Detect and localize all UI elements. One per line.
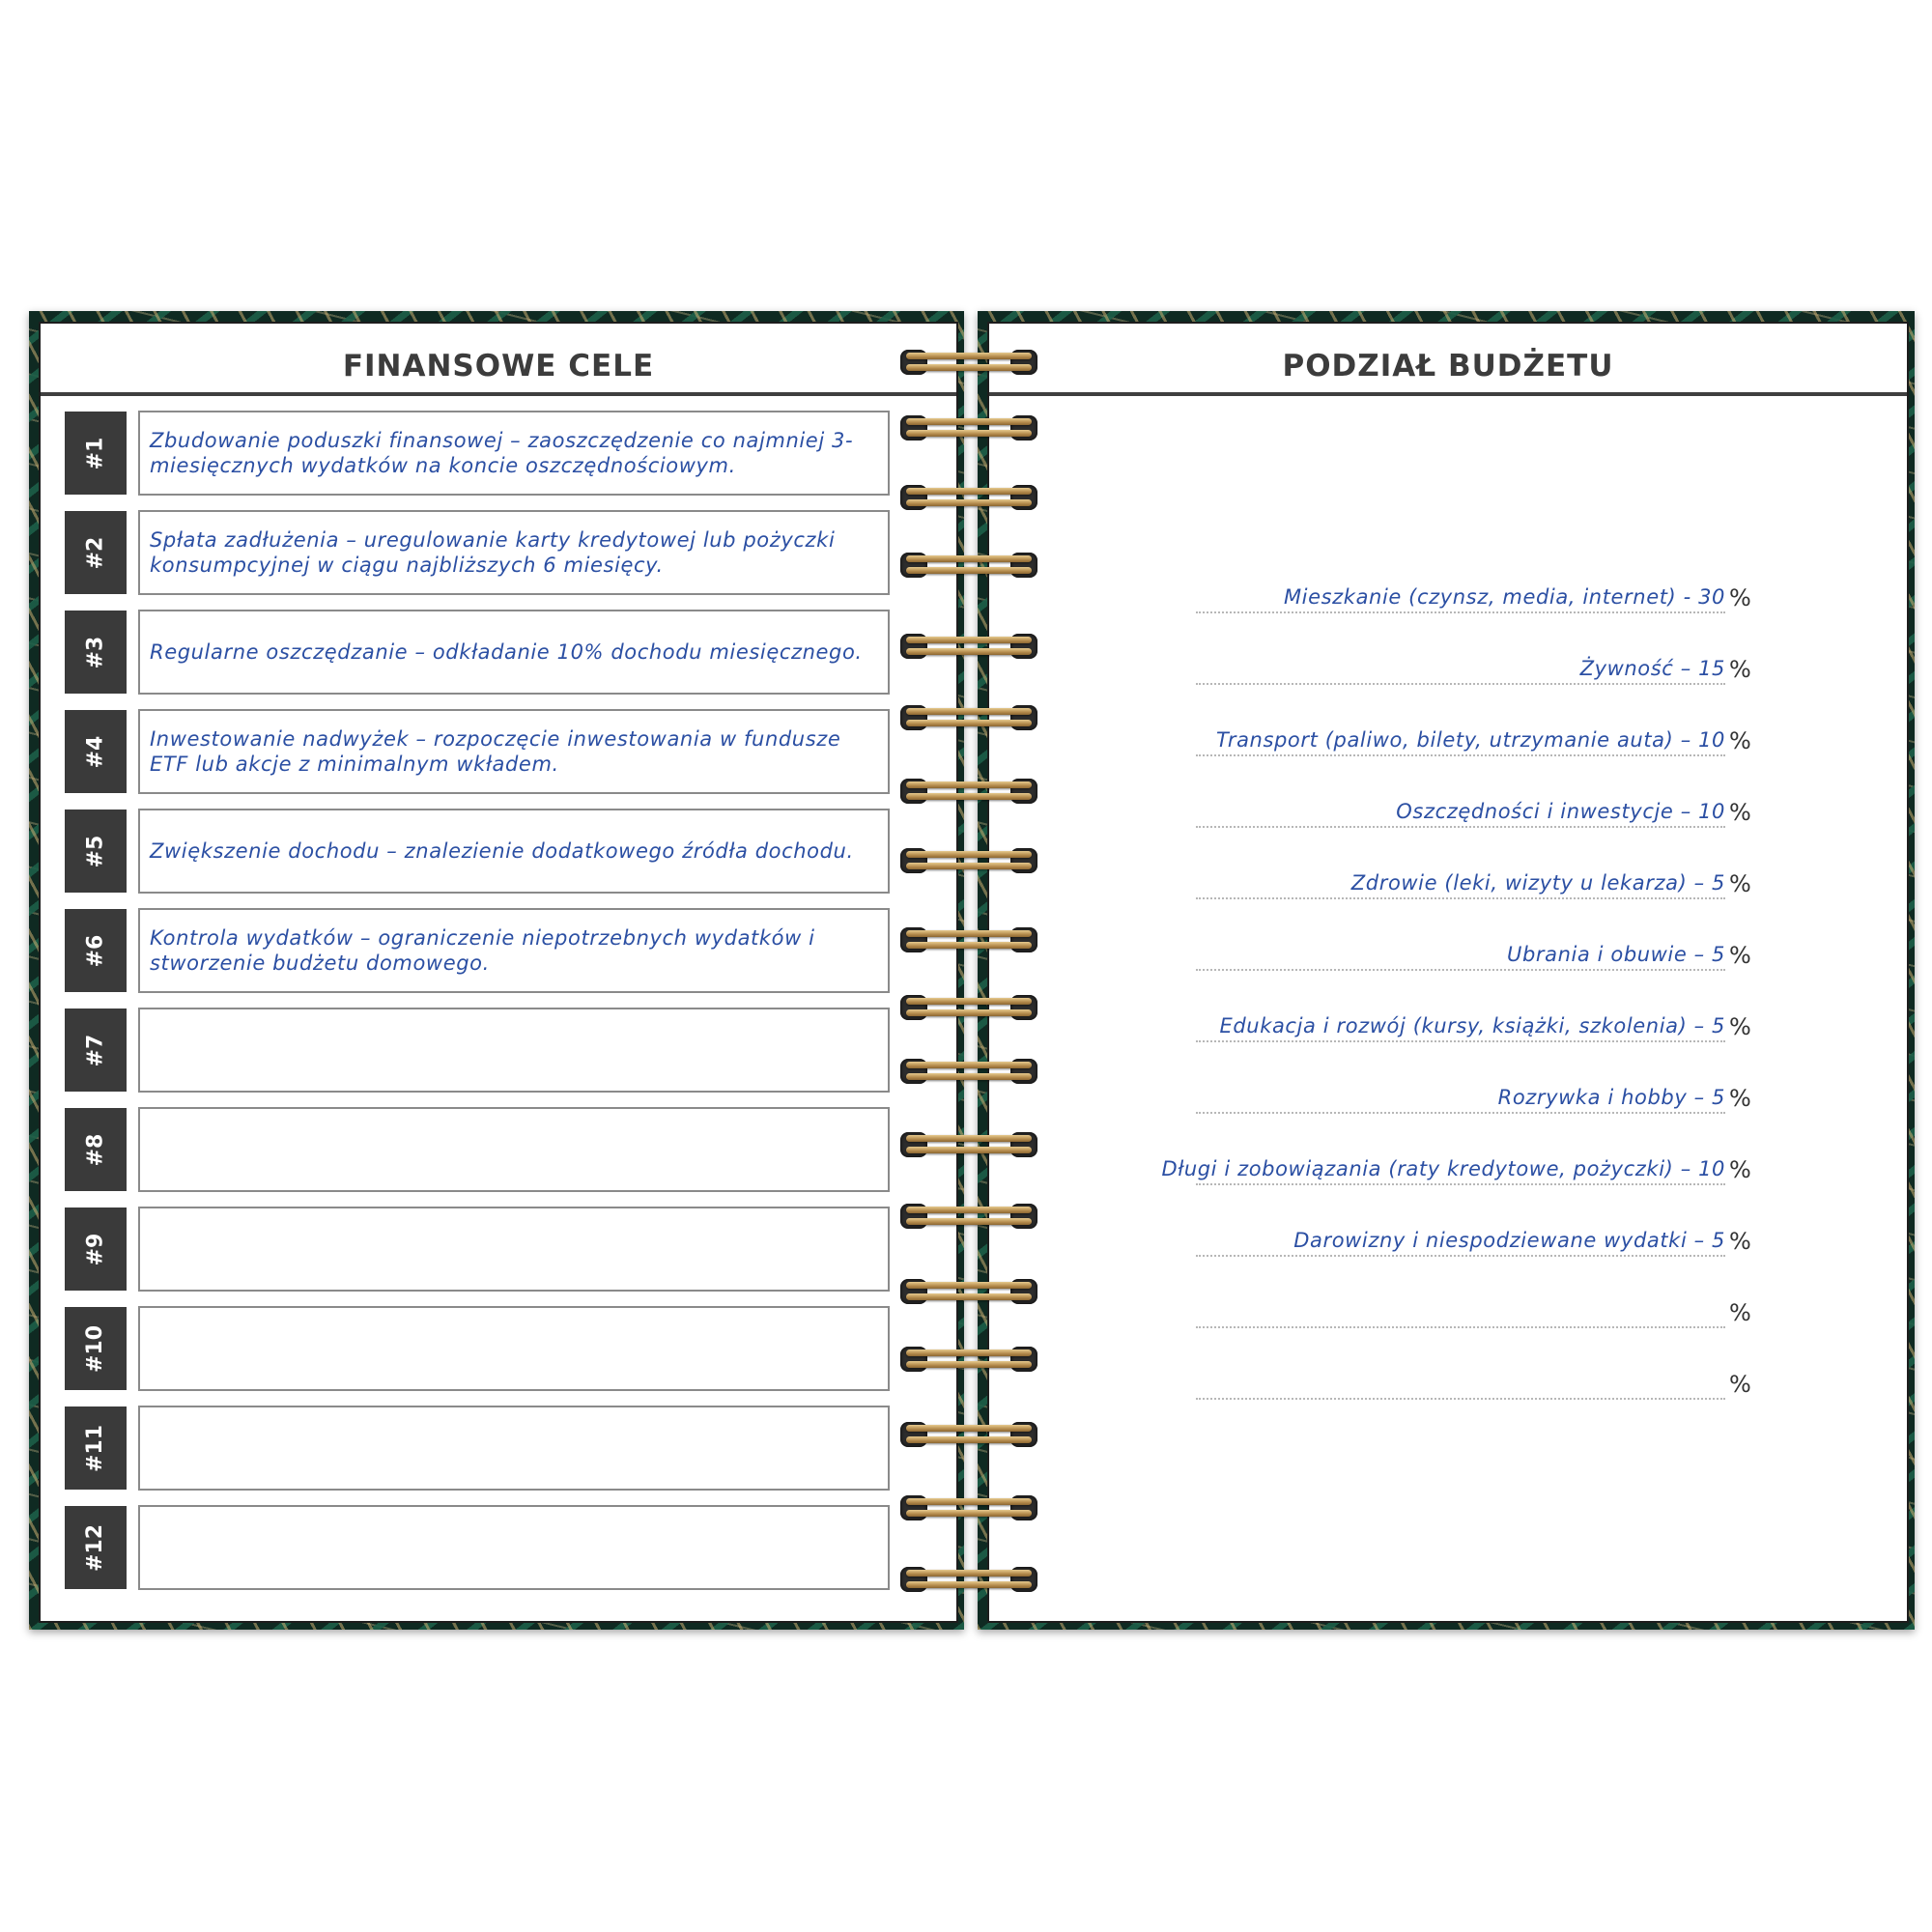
spiral-ring	[898, 348, 1039, 377]
goal-row	[65, 1406, 886, 1491]
spiral-ring	[898, 413, 1039, 442]
goal-field[interactable]	[138, 809, 890, 894]
spiral-ring	[898, 551, 1039, 580]
goal-row	[65, 510, 886, 595]
budget-entry-field[interactable]	[1196, 573, 1725, 613]
goal-text: Regularne oszczędzanie – odkładanie 10% dochodu miesięcznego.	[150, 640, 863, 664]
goal-row	[65, 1306, 886, 1391]
budget-entry-field[interactable]	[1196, 716, 1725, 756]
spiral-binding	[898, 348, 1039, 1604]
goal-field[interactable]	[138, 610, 890, 695]
goal-text: Kontrola wydatków – ograniczenie niepotrzebnych wydatków i stworzenie budżetu domowego.	[150, 926, 815, 975]
goal-field[interactable]	[138, 1107, 890, 1192]
spiral-ring	[898, 1565, 1039, 1594]
budget-entry-text: Transport (paliwo, bilety, utrzymanie auta) – 10	[1212, 725, 1725, 754]
spiral-ring	[898, 777, 1039, 806]
goal-field[interactable]	[138, 1505, 890, 1590]
right-page	[987, 322, 1909, 1623]
percent-sign: %	[1729, 799, 1751, 826]
spiral-ring	[898, 703, 1039, 732]
spiral-ring	[898, 632, 1039, 661]
goal-row	[65, 1107, 886, 1192]
goal-field[interactable]	[138, 709, 890, 794]
spiral-ring	[898, 1202, 1039, 1231]
budget-entry-field[interactable]	[1196, 930, 1725, 971]
goal-number-tab: #12	[65, 1506, 127, 1589]
percent-sign: %	[1729, 727, 1751, 754]
goal-text: Zbudowanie poduszki finansowej – zaoszczędzenie co najmniej 3-miesięcznych wydatków na koncie oszczędnościowym.	[150, 429, 854, 477]
goal-row	[65, 411, 886, 496]
goal-number-tab: #9	[65, 1208, 127, 1291]
goal-field[interactable]	[138, 908, 890, 993]
goal-row	[65, 1008, 886, 1093]
percent-sign: %	[1729, 942, 1751, 969]
budget-entry-text: Rozrywka i hobby – 5	[1494, 1083, 1725, 1112]
goal-text: Inwestowanie nadwyżek – rozpoczęcie inwestowania w fundusze ETF lub akcje z minimalnym wkładem.	[150, 727, 841, 776]
goal-number-tab: #10	[65, 1307, 127, 1390]
percent-sign: %	[1729, 1156, 1751, 1183]
goal-row	[65, 809, 886, 894]
goal-text: Spłata zadłużenia – uregulowanie karty kredytowej lub pożyczki konsumpcyjnej w ciągu najbliższych 6 miesięcy.	[150, 528, 836, 577]
spiral-ring	[898, 846, 1039, 875]
spiral-ring	[898, 483, 1039, 512]
spiral-ring	[898, 1057, 1039, 1086]
percent-sign: %	[1729, 1013, 1751, 1040]
budget-list	[989, 324, 1907, 1621]
budget-entry-field[interactable]	[1196, 859, 1725, 899]
budget-entry-text: Ubrania i obuwie – 5	[1503, 940, 1725, 969]
percent-sign: %	[1729, 1228, 1751, 1255]
percent-sign: %	[1729, 1371, 1751, 1398]
budget-entry-text: Żywność – 15	[1577, 654, 1725, 683]
budget-entry-field[interactable]	[1196, 1073, 1725, 1114]
goal-field[interactable]	[138, 510, 890, 595]
percent-sign: %	[1729, 870, 1751, 897]
spiral-ring	[898, 1420, 1039, 1449]
goal-row	[65, 908, 886, 993]
goal-text: Zwiększenie dochodu – znalezienie dodatkowego źródła dochodu.	[150, 839, 854, 863]
page-title-finansowe-cele: FINANSOWE CELE	[342, 349, 655, 384]
budget-entry-text: Oszczędności i inwestycje – 10	[1392, 797, 1725, 826]
goal-number-tab: #8	[65, 1108, 127, 1191]
goal-row	[65, 610, 886, 695]
goal-number-tab: #3	[65, 611, 127, 694]
budget-entry-text: Darowizny i niespodziewane wydatki – 5	[1290, 1226, 1725, 1255]
percent-sign: %	[1729, 584, 1751, 611]
budget-entry-field[interactable]	[1161, 1145, 1725, 1185]
title-divider	[41, 392, 956, 396]
goal-field[interactable]	[138, 1207, 890, 1292]
spiral-ring	[898, 925, 1039, 954]
goal-row	[65, 709, 886, 794]
goal-row	[65, 1505, 886, 1590]
goal-row	[65, 1207, 886, 1292]
left-page	[39, 322, 958, 1623]
spiral-ring	[898, 993, 1039, 1022]
goal-number-tab: #11	[65, 1406, 127, 1490]
spiral-ring	[898, 1130, 1039, 1159]
budget-entry-field[interactable]	[1196, 787, 1725, 828]
budget-entry-text: Długi i zobowiązania (raty kredytowe, pożyczki) – 10	[1157, 1154, 1725, 1183]
goal-field[interactable]	[138, 1306, 890, 1391]
goal-number-tab: #5	[65, 810, 127, 893]
spiral-ring	[898, 1493, 1039, 1522]
budget-entry-text: Mieszkanie (czynsz, media, internet) - 30	[1280, 582, 1725, 611]
budget-entry-field[interactable]	[1196, 1288, 1725, 1328]
goal-number-tab: #2	[65, 511, 127, 594]
percent-sign: %	[1729, 1299, 1751, 1326]
goal-field[interactable]	[138, 1406, 890, 1491]
percent-sign: %	[1729, 656, 1751, 683]
goal-field[interactable]	[138, 411, 890, 496]
spiral-ring	[898, 1277, 1039, 1306]
budget-entry-field[interactable]	[1196, 1216, 1725, 1257]
goal-number-tab: #4	[65, 710, 127, 793]
page-title-podzial-budzetu: PODZIAŁ BUDŻETU	[1282, 349, 1614, 384]
budget-entry-field[interactable]	[1196, 1002, 1725, 1042]
budget-entry-text: Zdrowie (leki, wizyty u lekarza) – 5	[1348, 868, 1725, 897]
goal-field[interactable]	[138, 1008, 890, 1093]
goal-number-tab: #1	[65, 412, 127, 495]
spiral-ring	[898, 1345, 1039, 1374]
budget-entry-field[interactable]	[1196, 1359, 1725, 1400]
budget-entry-field[interactable]	[1196, 644, 1725, 685]
percent-sign: %	[1729, 1085, 1751, 1112]
budget-entry-text: Edukacja i rozwój (kursy, książki, szkolenia) – 5	[1215, 1011, 1725, 1040]
goal-number-tab: #7	[65, 1009, 127, 1092]
goal-number-tab: #6	[65, 909, 127, 992]
